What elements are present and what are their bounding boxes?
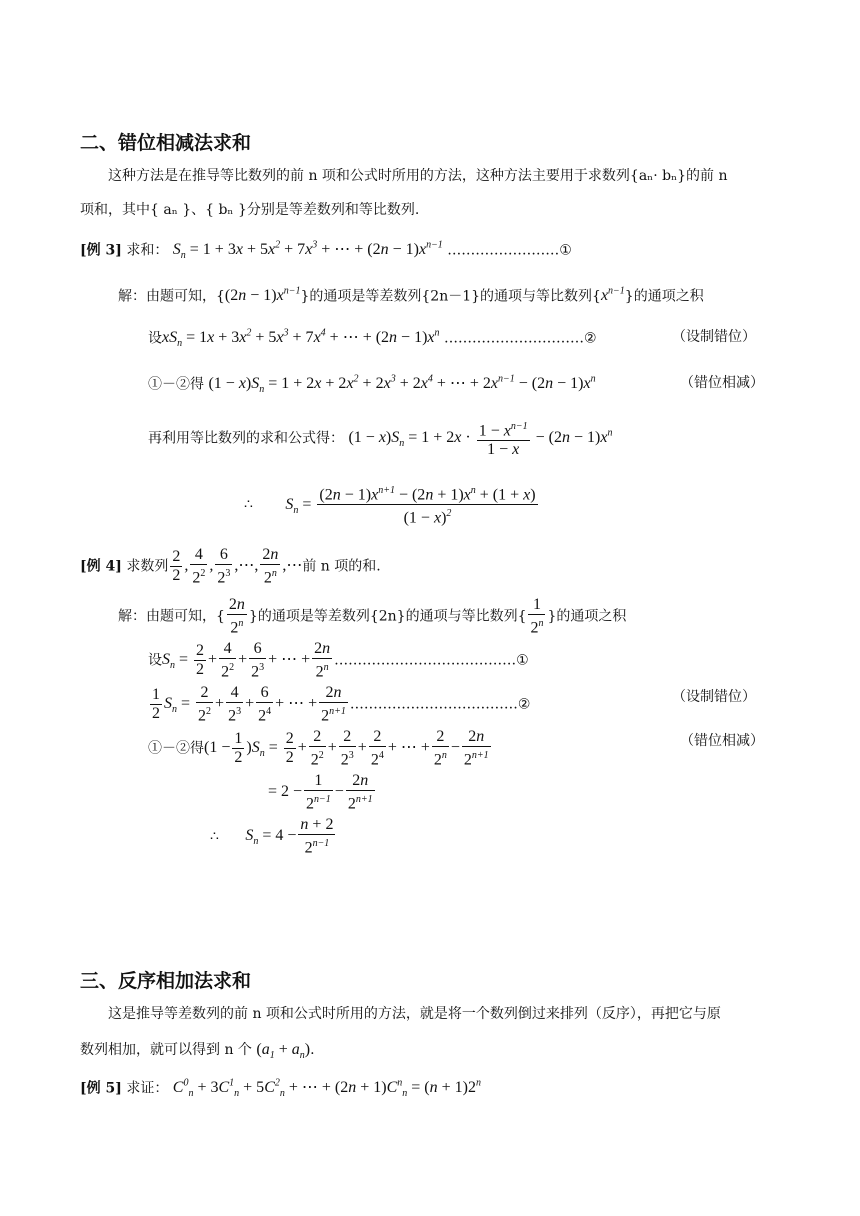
equation-line (244, 482, 540, 528)
paragraph: 数列相加，就可以得到 n 个 $(a_1 + a_n)$. (80, 1041, 315, 1062)
formula: $(2n - 1)x^{n-1}$ (224, 286, 301, 305)
formula: $S_n$ = $\frac{2}{2}$ + $\frac{4}{2^2}$ + $\frac{6}{2^3}$ + ⋯ + $\frac{2n}{2^n}$ (162, 640, 331, 681)
example-5 (80, 1074, 481, 1105)
example-3 (80, 236, 572, 267)
solution-text: }的通项之积 (547, 608, 627, 625)
section-title: 三、反序相加法求和 (80, 970, 252, 992)
formula: (1 − $\frac{1}{2}$ )$S_n$ = $\frac{2}{2}$ + $\frac{2}{2^2}$ + $\frac{2}{2^3}$ + $\frac{2}{2^4}$ + ⋯ + $\frac{2}{2^n}$ − $\frac{2n}{2^{n+1}}$ (204, 728, 489, 769)
example-label: [例 5] (80, 1080, 122, 1097)
solution-text: 解：由题可知，{ (118, 608, 225, 625)
solution-line (118, 282, 704, 306)
formula: = 2 − $\frac{1}{2^{n-1}}$ − $\frac{2n}{2^{n+1}}$ (268, 772, 373, 813)
equation-line (148, 324, 597, 355)
formula: $S_n = 1 + 3x + 5x^2 + 7x^3$ + ⋯ + $(2n - 1)x^{n-1}$ (172, 240, 443, 262)
label-text: 再利用等比数列的求和公式得： (148, 430, 344, 447)
formula: $xS_n = 1x + 3x^2 + 5x^3 + 7x^4$ + ⋯ + $(2n - 1)x^n$ (162, 328, 440, 350)
note: （错位相减） (680, 733, 764, 749)
formula: $\frac{1}{2^n}$ (530, 596, 544, 637)
formula: $(a_1 + a_n)$ (256, 1041, 311, 1062)
equation-line (148, 370, 596, 401)
formula: $S_n = 4$ − $\frac{n + 2}{2^{n-1}}$ (245, 816, 334, 857)
equation-line (148, 728, 493, 769)
equation-line (268, 772, 377, 813)
equation-marker: …………………………② (443, 330, 597, 347)
equation-line (148, 418, 612, 459)
example-4 (80, 546, 381, 587)
formula: $C^0_n + 3C^1_n + 5C^2_n$ + ⋯ + $(2n + 1)C^n_n = (n + 1)2^n$ (172, 1078, 481, 1100)
solution-text: }的通项是等差数列{2n}的通项与等比数列{ (248, 608, 527, 625)
equation-marker: ………………………………② (349, 696, 531, 713)
example-text: 前 n 项的和. (302, 558, 381, 575)
note: （设制错位） (672, 329, 756, 345)
paragraph-text: 数列相加，就可以得到 n 个 (80, 1042, 252, 1058)
formula: $(1 - x)S_n = 1 + 2x$ · $\frac{1 - x^{n-1}}{1 - x}$ − $(2n - 1)x^n$ (348, 429, 612, 446)
example-label: [例 4] (80, 558, 122, 575)
label-text: ①－②得 (148, 376, 204, 393)
formula: $(1 - x)S_n = 1 + 2x + 2x^2 + 2x^3 + 2x^4$ + ⋯ + $2x^{n-1} - (2n - 1)x^n$ (208, 374, 596, 396)
solution-text: }的通项之积 (624, 288, 704, 305)
example-text: 求和： (126, 242, 169, 259)
therefore-symbol: ∴ (210, 828, 219, 845)
formula: $\frac{2}{2}$ , $\frac{4}{2^2}$ , $\frac{6}{2^3}$ ,⋯, $\frac{2n}{2^n}$ ,⋯ (172, 546, 303, 587)
section-title: 二、错位相减法求和 (80, 132, 252, 154)
note: （设制错位） (672, 689, 756, 705)
formula: $\frac{1}{2}$ $S_n$ = $\frac{2}{2^2}$ + $\frac{4}{2^3}$ + $\frac{6}{2^4}$ + ⋯ + $\frac{2n}{2^{n+1}}$ (152, 684, 346, 725)
formula: $x^{n-1}$ (600, 286, 625, 305)
label-text: 设 (148, 652, 162, 669)
solution-text: }的通项是等差数列{2n－1}的通项与等比数列{ (300, 288, 601, 305)
equation-line (210, 816, 337, 857)
equation-marker: …………………………………① (334, 652, 529, 669)
paragraph: 这是推导等差数列的前 n 项和公式时所用的方法，就是将一个数列倒过来排列（反序），再把它与原 (108, 1006, 721, 1022)
formula: $S_n$ = $\frac{(2n - 1)x^{n+1} - (2n + 1)x^n + (1 + x)}{(1 - x)^2}$ (285, 496, 539, 513)
formula: $\frac{2n}{2^n}$ (228, 596, 245, 637)
note: （错位相减） (680, 375, 764, 391)
therefore-symbol: ∴ (244, 496, 253, 513)
example-label: [例 3] (80, 242, 122, 259)
example-text: 求数列 (126, 558, 169, 575)
solution-line (118, 596, 626, 637)
label-text: ①－②得 (148, 740, 204, 757)
equation-line (148, 684, 530, 725)
solution-text: 解：由题可知，{ (118, 288, 225, 305)
label-text: 设 (148, 330, 162, 347)
equation-marker: ……………………① (447, 242, 572, 259)
paragraph: 这种方法是在推导等比数列的前 n 项和公式时所用的方法，这种方法主要用于求数列{aₙ· bₙ}的前 n (108, 168, 728, 184)
paragraph: 项和，其中{ aₙ }、{ bₙ }分别是等差数列和等比数列. (80, 202, 420, 218)
equation-line (148, 640, 529, 681)
example-text: 求证： (126, 1080, 169, 1097)
